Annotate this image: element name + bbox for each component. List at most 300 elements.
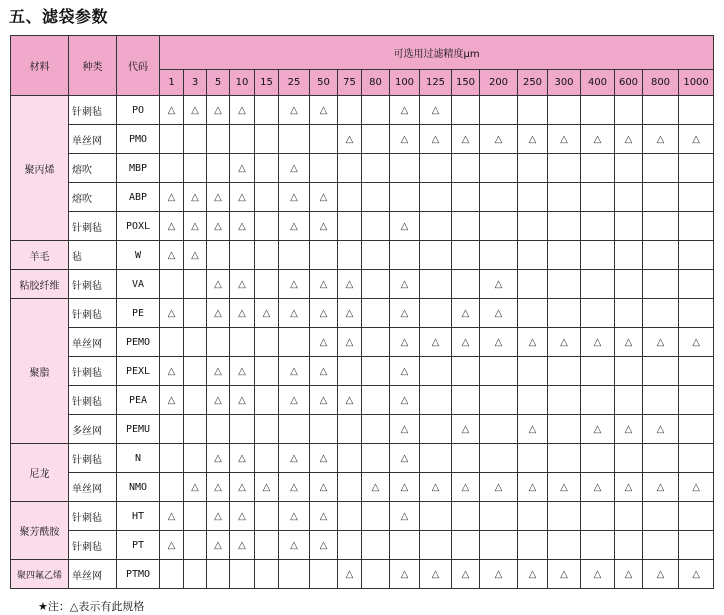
spec-cell: △ xyxy=(581,415,615,444)
spec-cell xyxy=(390,154,420,183)
spec-cell xyxy=(338,183,362,212)
spec-cell: △ xyxy=(581,125,615,154)
spec-cell: △ xyxy=(581,473,615,502)
spec-cell xyxy=(643,444,679,473)
kind-cell: 单丝网 xyxy=(69,328,117,357)
spec-cell: △ xyxy=(390,415,420,444)
spec-cell xyxy=(362,357,390,386)
spec-cell xyxy=(643,531,679,560)
spec-cell: △ xyxy=(338,125,362,154)
spec-cell xyxy=(581,96,615,125)
spec-cell xyxy=(255,154,279,183)
table-row xyxy=(11,386,714,415)
spec-cell: △ xyxy=(279,183,310,212)
spec-cell: △ xyxy=(184,212,207,241)
spec-cell xyxy=(310,415,338,444)
spec-cell xyxy=(230,415,255,444)
spec-cell xyxy=(207,154,230,183)
spec-cell: △ xyxy=(184,183,207,212)
table-row xyxy=(11,502,714,531)
precision-header-cell: 15 xyxy=(255,70,279,96)
spec-cell: △ xyxy=(452,328,480,357)
spec-cell: △ xyxy=(480,299,518,328)
spec-cell xyxy=(452,357,480,386)
material-cell: 聚四氟乙烯 xyxy=(11,560,69,589)
spec-cell: △ xyxy=(480,270,518,299)
precision-header-cell: 1 xyxy=(160,70,184,96)
spec-cell xyxy=(548,299,581,328)
spec-cell xyxy=(184,560,207,589)
spec-cell xyxy=(548,502,581,531)
spec-cell: △ xyxy=(390,357,420,386)
code-cell: HT xyxy=(117,502,160,531)
precision-header-cell: 600 xyxy=(615,70,643,96)
spec-cell: △ xyxy=(279,531,310,560)
spec-cell xyxy=(362,415,390,444)
header-precision: 可选用过滤精度μm xyxy=(160,36,714,70)
code-cell: PO xyxy=(117,96,160,125)
spec-cell xyxy=(518,96,548,125)
table-row xyxy=(11,125,714,154)
spec-cell xyxy=(615,270,643,299)
spec-cell: △ xyxy=(207,183,230,212)
spec-cell xyxy=(310,560,338,589)
spec-cell: △ xyxy=(452,415,480,444)
spec-cell xyxy=(420,386,452,415)
spec-cell xyxy=(255,560,279,589)
spec-cell xyxy=(184,270,207,299)
spec-cell: △ xyxy=(230,270,255,299)
spec-cell: △ xyxy=(160,357,184,386)
spec-cell xyxy=(518,270,548,299)
code-cell: PT xyxy=(117,531,160,560)
spec-cell xyxy=(255,531,279,560)
precision-header-cell: 10 xyxy=(230,70,255,96)
spec-cell xyxy=(643,386,679,415)
spec-cell: △ xyxy=(207,531,230,560)
spec-cell: △ xyxy=(207,386,230,415)
spec-cell xyxy=(207,560,230,589)
spec-cell xyxy=(255,96,279,125)
spec-cell xyxy=(615,96,643,125)
spec-cell: △ xyxy=(420,473,452,502)
spec-cell xyxy=(230,241,255,270)
spec-cell xyxy=(390,183,420,212)
spec-cell xyxy=(643,96,679,125)
table-body xyxy=(11,96,714,589)
spec-cell xyxy=(480,212,518,241)
spec-cell: △ xyxy=(160,502,184,531)
spec-cell xyxy=(420,357,452,386)
spec-cell xyxy=(581,357,615,386)
table-row xyxy=(11,560,714,589)
spec-cell: △ xyxy=(160,386,184,415)
spec-cell xyxy=(184,502,207,531)
spec-cell xyxy=(615,357,643,386)
spec-cell: △ xyxy=(362,473,390,502)
spec-cell xyxy=(420,299,452,328)
spec-cell xyxy=(160,270,184,299)
spec-cell xyxy=(338,444,362,473)
spec-cell xyxy=(279,125,310,154)
spec-cell xyxy=(518,444,548,473)
code-cell: W xyxy=(117,241,160,270)
spec-cell xyxy=(420,241,452,270)
spec-cell: △ xyxy=(518,125,548,154)
spec-cell: △ xyxy=(679,473,714,502)
spec-cell xyxy=(679,357,714,386)
spec-cell: △ xyxy=(230,212,255,241)
spec-cell xyxy=(184,125,207,154)
spec-cell xyxy=(184,386,207,415)
kind-cell: 针刺毡 xyxy=(69,96,117,125)
spec-cell xyxy=(581,183,615,212)
spec-cell: △ xyxy=(679,560,714,589)
spec-cell xyxy=(160,328,184,357)
spec-cell xyxy=(338,473,362,502)
spec-cell: △ xyxy=(207,270,230,299)
code-cell: POXL xyxy=(117,212,160,241)
spec-cell: △ xyxy=(615,328,643,357)
code-cell: PTMO xyxy=(117,560,160,589)
spec-cell xyxy=(480,531,518,560)
spec-cell: △ xyxy=(255,473,279,502)
spec-cell xyxy=(615,531,643,560)
spec-cell xyxy=(420,502,452,531)
table-row xyxy=(11,531,714,560)
spec-cell xyxy=(390,241,420,270)
spec-cell xyxy=(518,357,548,386)
kind-cell: 针刺毡 xyxy=(69,502,117,531)
spec-cell xyxy=(480,154,518,183)
spec-cell: △ xyxy=(310,473,338,502)
spec-cell xyxy=(581,299,615,328)
spec-cell xyxy=(615,183,643,212)
spec-cell: △ xyxy=(390,328,420,357)
precision-header-cell: 300 xyxy=(548,70,581,96)
spec-cell: △ xyxy=(480,328,518,357)
spec-cell xyxy=(255,415,279,444)
table-row xyxy=(11,183,714,212)
kind-cell: 单丝网 xyxy=(69,560,117,589)
spec-cell xyxy=(615,154,643,183)
spec-cell xyxy=(207,125,230,154)
precision-header-cell: 150 xyxy=(452,70,480,96)
spec-cell xyxy=(362,328,390,357)
spec-cell xyxy=(362,154,390,183)
spec-cell: △ xyxy=(581,328,615,357)
spec-cell xyxy=(207,328,230,357)
spec-cell xyxy=(518,502,548,531)
spec-cell xyxy=(452,96,480,125)
spec-cell: △ xyxy=(679,125,714,154)
precision-header-cell: 50 xyxy=(310,70,338,96)
spec-cell xyxy=(643,502,679,531)
spec-cell xyxy=(518,241,548,270)
spec-cell: △ xyxy=(390,386,420,415)
spec-cell xyxy=(518,154,548,183)
footnote: ★注：△表示有此规格 xyxy=(38,600,145,613)
spec-cell: △ xyxy=(310,444,338,473)
material-cell: 聚丙烯 xyxy=(11,96,69,241)
spec-cell: △ xyxy=(390,502,420,531)
material-cell: 尼龙 xyxy=(11,444,69,502)
table-row xyxy=(11,357,714,386)
spec-cell xyxy=(160,560,184,589)
spec-cell xyxy=(338,415,362,444)
spec-cell: △ xyxy=(615,560,643,589)
spec-cell xyxy=(480,502,518,531)
spec-cell xyxy=(679,270,714,299)
spec-cell xyxy=(230,560,255,589)
spec-cell: △ xyxy=(390,125,420,154)
spec-cell xyxy=(255,502,279,531)
spec-cell xyxy=(643,212,679,241)
spec-cell xyxy=(279,415,310,444)
material-cell: 聚脂 xyxy=(11,299,69,444)
spec-cell xyxy=(230,328,255,357)
precision-header-cell: 250 xyxy=(518,70,548,96)
code-cell: PEXL xyxy=(117,357,160,386)
spec-cell xyxy=(338,96,362,125)
spec-cell: △ xyxy=(230,183,255,212)
spec-cell xyxy=(615,299,643,328)
spec-cell: △ xyxy=(279,299,310,328)
spec-cell: △ xyxy=(160,183,184,212)
spec-cell xyxy=(581,502,615,531)
spec-cell xyxy=(581,444,615,473)
spec-cell xyxy=(615,386,643,415)
kind-cell: 针刺毡 xyxy=(69,357,117,386)
spec-cell: △ xyxy=(279,154,310,183)
kind-cell: 针刺毡 xyxy=(69,270,117,299)
spec-cell: △ xyxy=(643,560,679,589)
spec-cell xyxy=(160,154,184,183)
spec-cell xyxy=(518,299,548,328)
table-row xyxy=(11,270,714,299)
spec-cell: △ xyxy=(310,212,338,241)
code-cell: PEMO xyxy=(117,328,160,357)
spec-cell: △ xyxy=(279,212,310,241)
material-cell: 粘胶纤维 xyxy=(11,270,69,299)
spec-cell xyxy=(362,241,390,270)
spec-cell xyxy=(452,531,480,560)
spec-cell: △ xyxy=(518,328,548,357)
code-cell: NMO xyxy=(117,473,160,502)
spec-cell: △ xyxy=(207,212,230,241)
page-title: 五、滤袋参数 xyxy=(9,7,109,26)
spec-cell xyxy=(362,531,390,560)
spec-cell xyxy=(615,444,643,473)
spec-cell xyxy=(643,270,679,299)
spec-cell: △ xyxy=(310,531,338,560)
spec-cell xyxy=(581,212,615,241)
spec-cell xyxy=(279,328,310,357)
spec-cell xyxy=(452,444,480,473)
precision-header-cell: 100 xyxy=(390,70,420,96)
table-row xyxy=(11,444,714,473)
spec-cell xyxy=(679,444,714,473)
spec-cell xyxy=(480,241,518,270)
spec-cell xyxy=(310,154,338,183)
material-cell: 聚芳酰胺 xyxy=(11,502,69,560)
spec-cell: △ xyxy=(452,473,480,502)
spec-cell xyxy=(480,386,518,415)
kind-cell: 熔吹 xyxy=(69,154,117,183)
spec-cell xyxy=(255,212,279,241)
spec-cell: △ xyxy=(452,125,480,154)
spec-cell xyxy=(548,386,581,415)
spec-cell: △ xyxy=(207,96,230,125)
spec-cell xyxy=(338,502,362,531)
spec-cell xyxy=(279,560,310,589)
spec-cell xyxy=(548,183,581,212)
header-kind: 种类 xyxy=(69,36,117,96)
spec-cell xyxy=(362,299,390,328)
spec-cell xyxy=(548,531,581,560)
spec-cell xyxy=(420,415,452,444)
spec-cell: △ xyxy=(184,96,207,125)
spec-cell xyxy=(615,241,643,270)
spec-cell xyxy=(255,241,279,270)
spec-cell: △ xyxy=(160,96,184,125)
spec-cell xyxy=(207,415,230,444)
spec-cell xyxy=(255,125,279,154)
spec-cell xyxy=(643,299,679,328)
spec-cell: △ xyxy=(230,473,255,502)
spec-cell xyxy=(184,357,207,386)
spec-cell xyxy=(518,183,548,212)
precision-header-cell: 200 xyxy=(480,70,518,96)
spec-cell xyxy=(679,241,714,270)
spec-cell xyxy=(160,125,184,154)
spec-cell: △ xyxy=(643,473,679,502)
spec-cell: △ xyxy=(581,560,615,589)
spec-cell xyxy=(420,270,452,299)
spec-cell: △ xyxy=(679,328,714,357)
spec-cell: △ xyxy=(230,502,255,531)
spec-cell xyxy=(581,531,615,560)
kind-cell: 单丝网 xyxy=(69,473,117,502)
table-row xyxy=(11,154,714,183)
spec-cell: △ xyxy=(207,502,230,531)
spec-cell: △ xyxy=(279,502,310,531)
spec-cell: △ xyxy=(390,96,420,125)
spec-cell: △ xyxy=(310,299,338,328)
code-cell: ABP xyxy=(117,183,160,212)
spec-cell xyxy=(362,270,390,299)
spec-cell: △ xyxy=(390,560,420,589)
spec-cell xyxy=(420,212,452,241)
spec-cell xyxy=(255,270,279,299)
spec-cell: △ xyxy=(230,357,255,386)
spec-cell: △ xyxy=(390,270,420,299)
code-cell: PEMU xyxy=(117,415,160,444)
spec-cell: △ xyxy=(310,270,338,299)
spec-cell xyxy=(480,444,518,473)
spec-cell xyxy=(420,154,452,183)
spec-cell xyxy=(548,154,581,183)
precision-header-cell: 400 xyxy=(581,70,615,96)
spec-cell xyxy=(338,357,362,386)
spec-cell xyxy=(452,386,480,415)
spec-cell: △ xyxy=(160,299,184,328)
spec-cell: △ xyxy=(420,560,452,589)
spec-cell xyxy=(679,212,714,241)
spec-cell xyxy=(338,212,362,241)
spec-cell xyxy=(581,154,615,183)
spec-cell xyxy=(452,241,480,270)
spec-cell xyxy=(362,96,390,125)
spec-cell xyxy=(581,386,615,415)
spec-cell: △ xyxy=(338,299,362,328)
material-cell: 羊毛 xyxy=(11,241,69,270)
spec-cell: △ xyxy=(548,125,581,154)
spec-cell xyxy=(184,444,207,473)
precision-header-cell: 125 xyxy=(420,70,452,96)
spec-cell xyxy=(362,502,390,531)
spec-cell xyxy=(452,212,480,241)
spec-cell xyxy=(615,212,643,241)
spec-cell xyxy=(420,183,452,212)
spec-cell xyxy=(548,357,581,386)
spec-cell xyxy=(255,357,279,386)
spec-cell: △ xyxy=(548,560,581,589)
spec-cell xyxy=(184,299,207,328)
spec-cell xyxy=(548,270,581,299)
spec-cell xyxy=(338,241,362,270)
spec-cell: △ xyxy=(390,473,420,502)
kind-cell: 针刺毡 xyxy=(69,531,117,560)
spec-cell xyxy=(279,241,310,270)
spec-cell: △ xyxy=(390,444,420,473)
spec-cell: △ xyxy=(338,560,362,589)
spec-cell: △ xyxy=(310,183,338,212)
precision-header-cell: 3 xyxy=(184,70,207,96)
precision-header-cell: 75 xyxy=(338,70,362,96)
spec-cell: △ xyxy=(420,125,452,154)
header-code: 代码 xyxy=(117,36,160,96)
spec-cell: △ xyxy=(207,357,230,386)
spec-cell xyxy=(255,386,279,415)
spec-cell: △ xyxy=(548,328,581,357)
filter-bag-spec-table xyxy=(10,35,714,589)
spec-cell: △ xyxy=(310,386,338,415)
spec-cell: △ xyxy=(420,96,452,125)
spec-cell: △ xyxy=(643,328,679,357)
spec-cell: △ xyxy=(420,328,452,357)
spec-cell: △ xyxy=(207,473,230,502)
spec-cell: △ xyxy=(615,125,643,154)
table-row xyxy=(11,241,714,270)
spec-cell xyxy=(548,241,581,270)
kind-cell: 单丝网 xyxy=(69,125,117,154)
spec-cell: △ xyxy=(255,299,279,328)
spec-cell xyxy=(480,357,518,386)
spec-cell xyxy=(362,212,390,241)
spec-cell xyxy=(518,212,548,241)
kind-cell: 毡 xyxy=(69,241,117,270)
spec-cell xyxy=(679,502,714,531)
spec-cell xyxy=(338,154,362,183)
spec-cell xyxy=(643,154,679,183)
spec-cell: △ xyxy=(310,357,338,386)
spec-cell xyxy=(581,241,615,270)
spec-cell: △ xyxy=(184,473,207,502)
spec-cell xyxy=(643,357,679,386)
spec-cell xyxy=(643,241,679,270)
table-row xyxy=(11,415,714,444)
